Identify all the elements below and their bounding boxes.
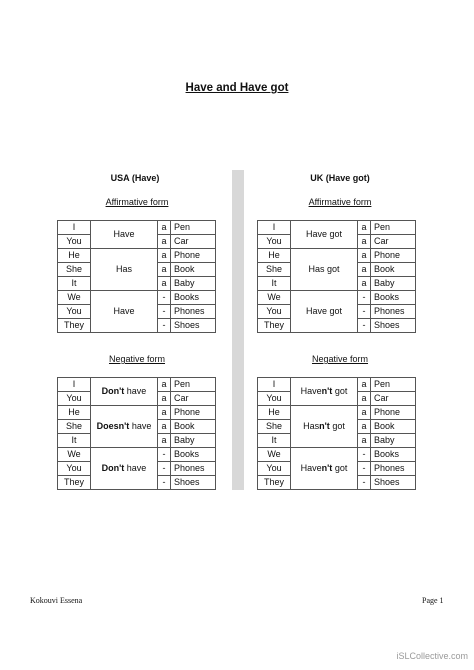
- usa-negative-label: Negative form: [108, 354, 166, 364]
- table-row: [58, 221, 216, 235]
- table-row: [258, 291, 416, 305]
- subject-cell: He: [258, 249, 291, 263]
- verb-part: got: [332, 463, 348, 473]
- article-cell: a: [358, 392, 371, 406]
- object-cell: Phone: [371, 249, 416, 263]
- article-cell: -: [358, 305, 371, 319]
- subject-cell: They: [58, 319, 91, 333]
- verb-cell: [91, 448, 158, 490]
- object-cell: Phone: [371, 406, 416, 420]
- column-divider: [232, 170, 244, 490]
- table-row: [58, 448, 216, 462]
- article-cell: a: [358, 277, 371, 291]
- object-cell: Phones: [171, 305, 216, 319]
- footer-author: Kokouvi Essena: [30, 596, 83, 605]
- article-cell: a: [158, 406, 171, 420]
- uk-affirmative-table: [257, 220, 416, 333]
- article-cell: a: [158, 221, 171, 235]
- article-cell: -: [158, 319, 171, 333]
- subject-cell: She: [58, 420, 91, 434]
- usa-affirmative-label: Affirmative form: [105, 197, 169, 207]
- subject-cell: They: [58, 476, 91, 490]
- subject-cell: We: [258, 448, 291, 462]
- verb-negation: n't: [321, 386, 333, 396]
- verb-cell: [291, 406, 358, 448]
- verb-cell: Have got: [291, 291, 358, 333]
- subject-cell: You: [258, 392, 291, 406]
- subject-cell: It: [58, 277, 91, 291]
- table-row: [258, 249, 416, 263]
- uk-negative-label: Negative form: [311, 354, 369, 364]
- object-cell: Phones: [371, 305, 416, 319]
- object-cell: Shoes: [171, 476, 216, 490]
- table-row: [258, 448, 416, 462]
- table-row: [258, 406, 416, 420]
- verb-part: have: [129, 421, 152, 431]
- object-cell: Books: [171, 448, 216, 462]
- object-cell: Car: [371, 392, 416, 406]
- object-cell: Shoes: [171, 319, 216, 333]
- verb-part: have: [124, 463, 147, 473]
- article-cell: -: [158, 305, 171, 319]
- verb-negation: Doesn't: [96, 421, 130, 431]
- article-cell: -: [358, 319, 371, 333]
- subject-cell: It: [258, 434, 291, 448]
- article-cell: a: [358, 434, 371, 448]
- article-cell: -: [158, 291, 171, 305]
- subject-cell: You: [258, 305, 291, 319]
- table-row: [58, 378, 216, 392]
- subject-cell: He: [58, 406, 91, 420]
- verb-cell: [291, 448, 358, 490]
- subject-cell: I: [58, 221, 91, 235]
- article-cell: a: [358, 221, 371, 235]
- uk-negative-table: [257, 377, 416, 490]
- object-cell: Baby: [371, 277, 416, 291]
- subject-cell: I: [258, 221, 291, 235]
- verb-cell: [291, 378, 358, 406]
- table-row: [58, 249, 216, 263]
- footer-page-number: Page 1: [422, 596, 444, 605]
- usa-negative-table: [57, 377, 216, 490]
- article-cell: -: [358, 291, 371, 305]
- verb-cell: [91, 406, 158, 448]
- subject-cell: You: [258, 235, 291, 249]
- article-cell: a: [358, 249, 371, 263]
- subject-cell: They: [258, 476, 291, 490]
- verb-cell: Have: [91, 291, 158, 333]
- subject-cell: She: [258, 263, 291, 277]
- object-cell: Pen: [171, 378, 216, 392]
- subject-cell: We: [258, 291, 291, 305]
- verb-cell: Has: [91, 249, 158, 291]
- article-cell: -: [358, 476, 371, 490]
- article-cell: -: [358, 448, 371, 462]
- object-cell: Book: [171, 263, 216, 277]
- object-cell: Baby: [371, 434, 416, 448]
- subject-cell: You: [58, 392, 91, 406]
- subject-cell: You: [58, 305, 91, 319]
- object-cell: Car: [171, 235, 216, 249]
- usa-heading: USA (Have): [110, 173, 160, 183]
- verb-cell: Have: [91, 221, 158, 249]
- article-cell: a: [158, 378, 171, 392]
- usa-affirmative-table: [57, 220, 216, 333]
- article-cell: a: [358, 263, 371, 277]
- object-cell: Phone: [171, 249, 216, 263]
- subject-cell: He: [58, 249, 91, 263]
- verb-part: Have: [300, 463, 322, 473]
- uk-affirmative-label: Affirmative form: [308, 197, 372, 207]
- article-cell: a: [158, 263, 171, 277]
- verb-part: Has: [303, 421, 320, 431]
- subject-cell: I: [258, 378, 291, 392]
- subject-cell: They: [258, 319, 291, 333]
- object-cell: Shoes: [371, 319, 416, 333]
- verb-part: got: [329, 421, 345, 431]
- object-cell: Book: [371, 263, 416, 277]
- object-cell: Book: [171, 420, 216, 434]
- object-cell: Pen: [171, 221, 216, 235]
- article-cell: a: [158, 249, 171, 263]
- subject-cell: You: [58, 235, 91, 249]
- object-cell: Car: [371, 235, 416, 249]
- object-cell: Phones: [171, 462, 216, 476]
- object-cell: Pen: [371, 221, 416, 235]
- verb-part: Have: [300, 386, 322, 396]
- subject-cell: He: [258, 406, 291, 420]
- object-cell: Car: [171, 392, 216, 406]
- table-row: [258, 378, 416, 392]
- table-row: [58, 406, 216, 420]
- subject-cell: You: [58, 462, 91, 476]
- article-cell: a: [358, 378, 371, 392]
- object-cell: Book: [371, 420, 416, 434]
- object-cell: Phone: [171, 406, 216, 420]
- article-cell: -: [158, 476, 171, 490]
- article-cell: a: [158, 434, 171, 448]
- object-cell: Books: [171, 291, 216, 305]
- verb-negation: n't: [321, 463, 333, 473]
- verb-negation: Don't: [101, 463, 125, 473]
- subject-cell: We: [58, 291, 91, 305]
- object-cell: Phones: [371, 462, 416, 476]
- article-cell: -: [358, 462, 371, 476]
- table-row: [258, 221, 416, 235]
- object-cell: Shoes: [371, 476, 416, 490]
- page-title: Have and Have got: [185, 82, 289, 94]
- article-cell: a: [358, 406, 371, 420]
- object-cell: Pen: [371, 378, 416, 392]
- article-cell: a: [158, 235, 171, 249]
- verb-negation: Don't: [101, 386, 125, 396]
- article-cell: -: [158, 448, 171, 462]
- article-cell: a: [158, 392, 171, 406]
- subject-cell: It: [258, 277, 291, 291]
- subject-cell: She: [258, 420, 291, 434]
- uk-heading: UK (Have got): [310, 173, 370, 183]
- article-cell: a: [358, 420, 371, 434]
- object-cell: Books: [371, 291, 416, 305]
- article-cell: a: [158, 420, 171, 434]
- object-cell: Baby: [171, 277, 216, 291]
- article-cell: -: [158, 462, 171, 476]
- subject-cell: I: [58, 378, 91, 392]
- verb-cell: Have got: [291, 221, 358, 249]
- verb-cell: Has got: [291, 249, 358, 291]
- article-cell: a: [158, 277, 171, 291]
- verb-negation: n't: [319, 421, 330, 431]
- subject-cell: It: [58, 434, 91, 448]
- subject-cell: We: [58, 448, 91, 462]
- table-row: [58, 291, 216, 305]
- verb-cell: [91, 378, 158, 406]
- subject-cell: You: [258, 462, 291, 476]
- verb-part: got: [332, 386, 348, 396]
- verb-part: have: [124, 386, 147, 396]
- article-cell: a: [358, 235, 371, 249]
- object-cell: Baby: [171, 434, 216, 448]
- watermark: iSLCollective.com: [396, 651, 468, 661]
- object-cell: Books: [371, 448, 416, 462]
- subject-cell: She: [58, 263, 91, 277]
